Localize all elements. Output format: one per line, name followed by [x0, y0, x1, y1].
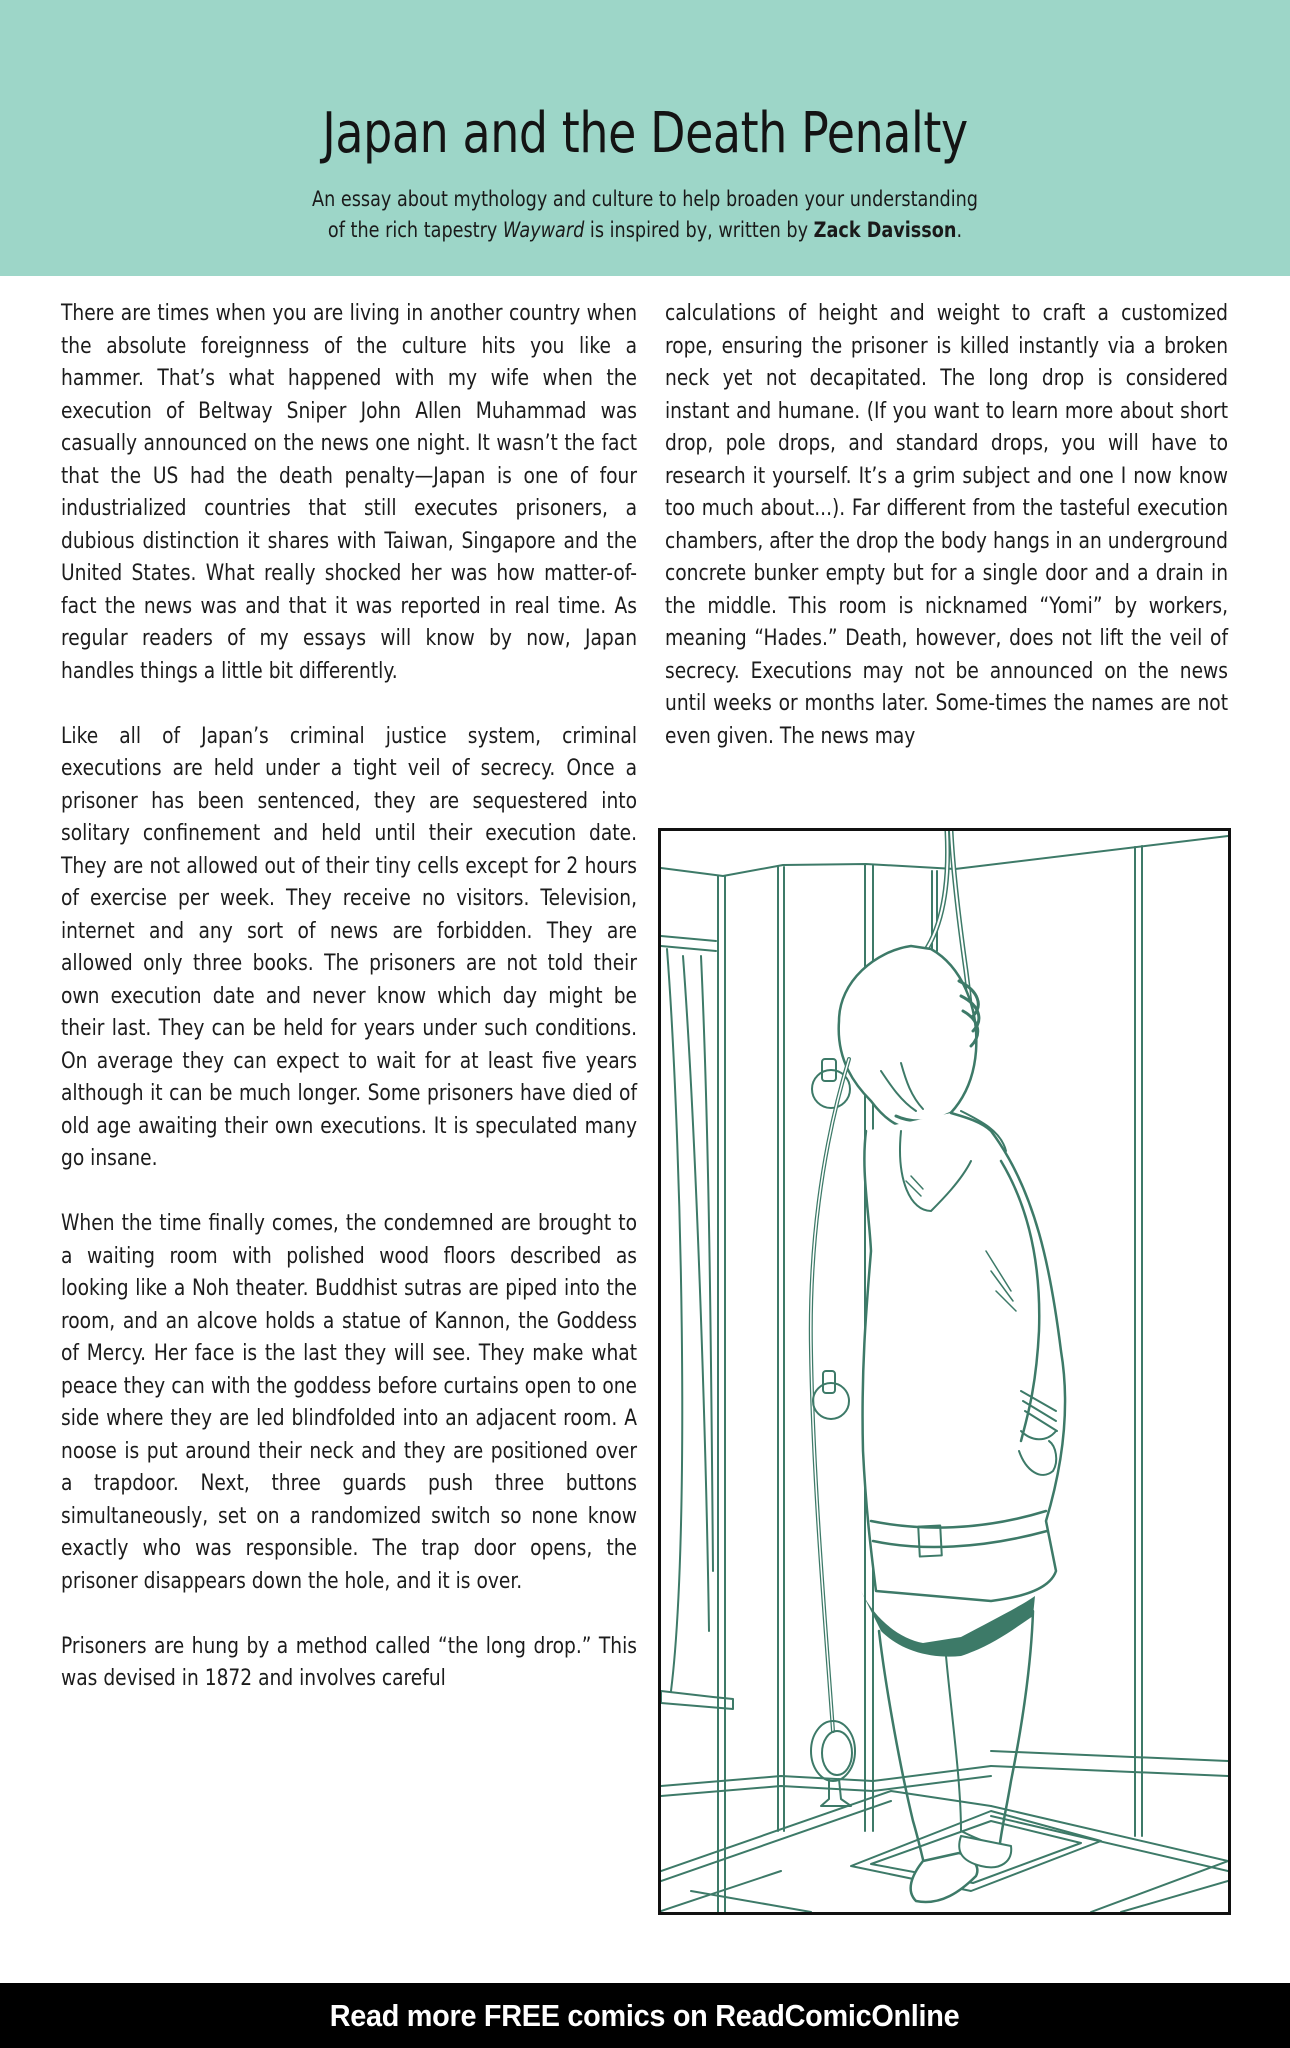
subtitle-line-2: [103, 215, 1187, 246]
subtitle-text: is inspired by, written by: [584, 218, 814, 242]
paragraph: calculations of height and weight to craft a customized rope, ensuring the prisoner is killed instantly via a broken neck yet not decapitated. The long drop is considered instant and humane. (If you want to learn more about short drop, pole drops, and standard drops, you will have to research it yourself. It’s a grim subject and one I now know too much about...). Far different from the tasteful execution chambers, after the drop the body hangs in an underground concrete bunker empty but for a single door and a drain in the middle. This room is nicknamed “Yomi” by workers, meaning “Hades.” Death, however, does not lift the veil of secrecy. Executions may not be announced on the news until weeks or months later. Some-times the names are not even given. The news may: [665, 301, 1229, 749]
essay-header: [0, 0, 1290, 276]
paragraph: Prisoners are hung by a method called “the long drop.” This was devised in 1872 and involves careful: [61, 1633, 638, 1691]
footer-banner[interactable]: [0, 1983, 1290, 2048]
article-column-right: [665, 298, 1228, 753]
hanging-prisoner-illustration: [661, 831, 1228, 1912]
author-name: Zack Davisson: [813, 218, 957, 242]
paragraph: Like all of Japan’s criminal justice system, criminal executions are held under a tight veil of secrecy. Once a prisoner has been sentenced, they are sequestered into solitary confinement and held until their execution date. They are not allowed out of their tiny cells except for 2 hours of exercise per week. They receive no visitors. Television, internet and any sort of news are forbidden. They are allowed only three books. The prisoners are not told their own execution date and never know which day might be their last. They can be held for years under such conditions. On average they can expect to wait for at least five years although it can be much longer. Some prisoners have died of old age awaiting their own executions. It is speculated many go insane.: [61, 723, 638, 1171]
page-title: Japan and the Death Penalty: [322, 101, 968, 166]
illustration-panel: [658, 828, 1231, 1915]
subtitle-text: .: [956, 218, 963, 242]
paragraph: There are times when you are living in another country when the absolute foreignness of the culture hits you like a hammer. That’s what happened with my wife when the execution of Beltway Sniper John Allen Muhammad was casually announced on the news one night. It wasn’t the fact that the US had the death penalty—Japan is one of four industrialized countries that still executes prisoners, a dubious distinction it shares with Taiwan, Singapore and the United States. What really shocked her was how matter-of-fact the news was and that it was reported in real time. As regular readers of my essays will know by now, Japan handles things a little bit differently.: [61, 301, 638, 684]
article-column-left: [61, 298, 637, 1696]
subtitle-text: of the rich tapestry: [327, 218, 503, 242]
essay-subtitle: [103, 184, 1187, 246]
comic-title: Wayward: [502, 218, 585, 242]
paragraph: When the time finally comes, the condemned are brought to a waiting room with polished wood floors described as looking like a Noh theater. Buddhist sutras are piped into the room, and an alcove holds a statue of Kannon, the Goddess of Mercy. Her face is the last they will see. They make what peace they can with the goddess before curtains open to one side where they are led blindfolded into an adjacent room. A noose is put around their neck and they are positioned over a trapdoor. Next, three guards push three buttons simultaneously, set on a randomized switch so none know exactly who was responsible. The trap door opens, the prisoner disappears down the hole, and it is over.: [61, 1211, 638, 1594]
footer-link[interactable]: Read more FREE comics on ReadComicOnline: [330, 1997, 960, 2033]
subtitle-line-1: An essay about mythology and culture to help broaden your understanding: [312, 187, 978, 211]
